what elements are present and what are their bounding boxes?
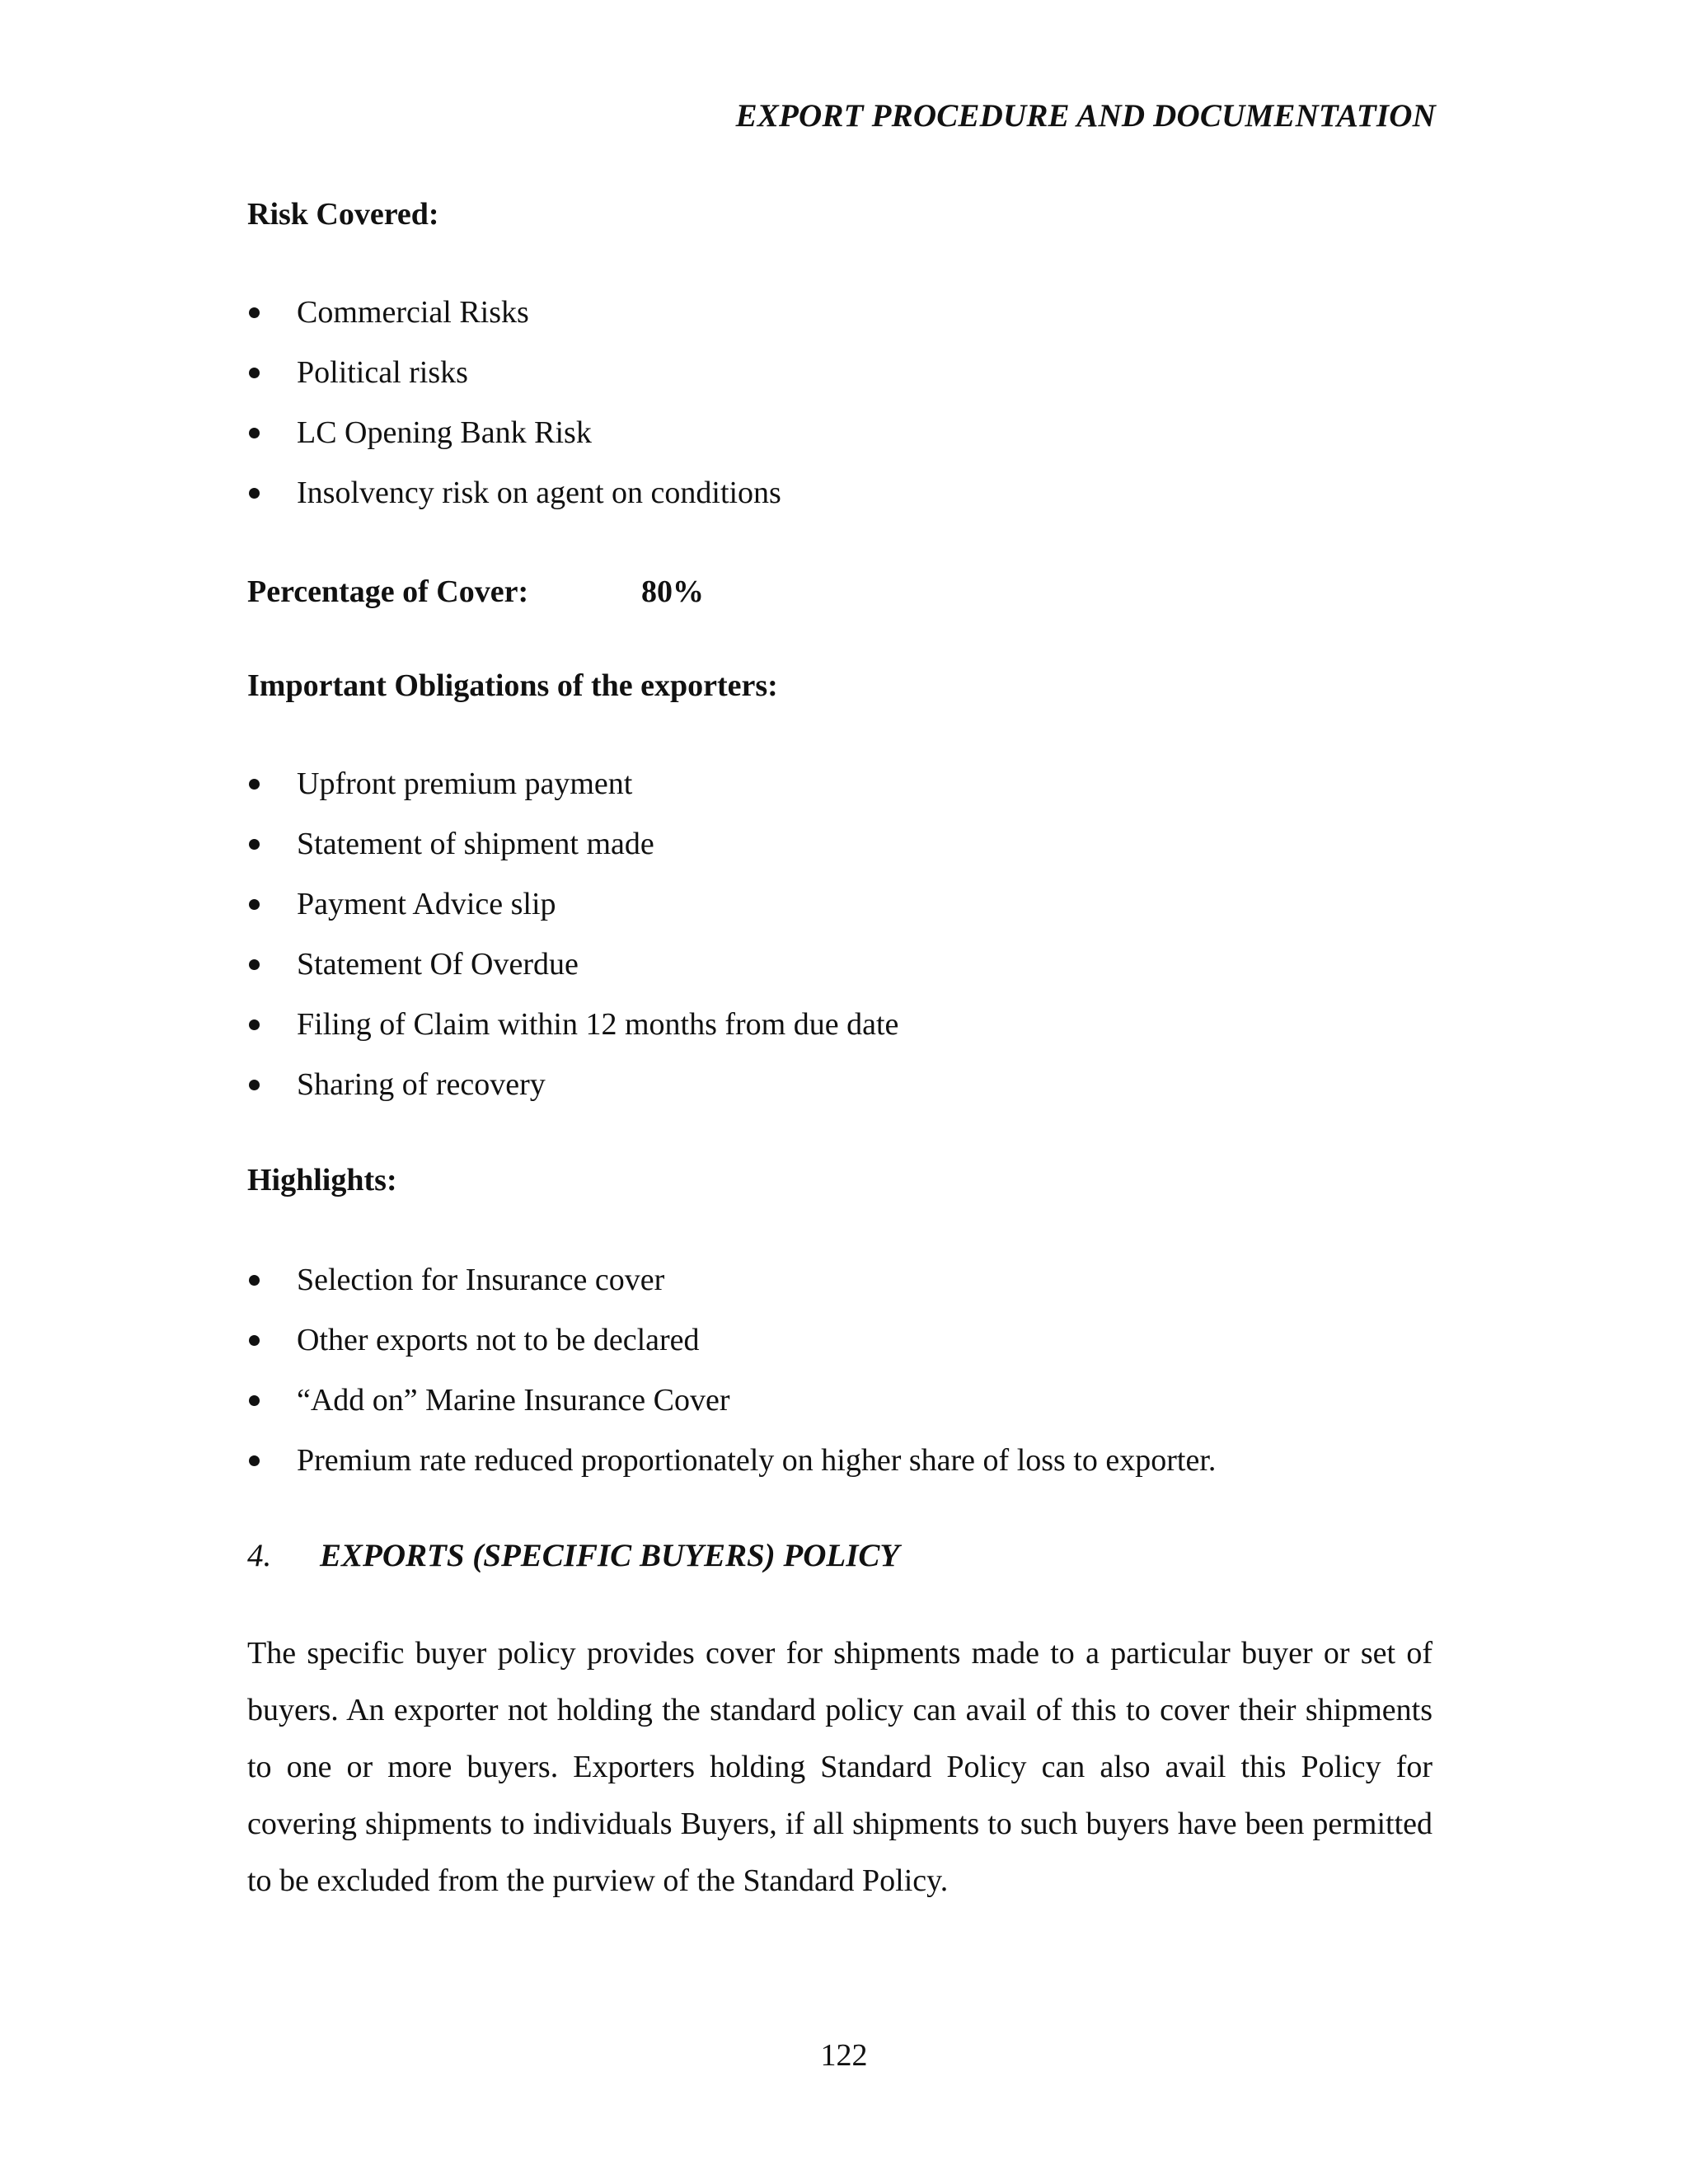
page-number: 122	[820, 2038, 868, 2073]
list-item-text: Insolvency risk on agent on conditions	[297, 476, 781, 510]
list-item-text: Filing of Claim within 12 months from due date	[297, 1007, 899, 1042]
section-body-paragraph: The specific buyer policy provides cover for shipments made to a particular buyer or set of buyers. An exporter not holding the standard policy can avail of this to cover their shipments to one or more buyers. Exporters holding Standard Policy can also avail this Policy for covering shipments to individuals Buyers, if all shipments to such buyers have been permitted to be excluded from the purview of the Standard Policy.	[247, 1636, 1432, 1898]
list-item-text: Selection for Insurance cover	[297, 1263, 665, 1297]
risk-covered-heading: Risk Covered:	[247, 197, 439, 232]
bullet-icon	[249, 1395, 260, 1406]
list-item	[247, 1261, 1216, 1321]
bullet-icon	[249, 1335, 260, 1346]
obligations-heading: Important Obligations of the exporters:	[247, 668, 778, 703]
list-item	[247, 1381, 1216, 1441]
list-item-text: Payment Advice slip	[297, 887, 556, 921]
list-item	[247, 354, 781, 414]
bullet-icon	[249, 1455, 260, 1466]
list-item	[247, 1066, 898, 1126]
bullet-icon	[249, 368, 260, 378]
bullet-icon	[249, 1019, 260, 1030]
list-item	[247, 885, 898, 945]
bullet-icon	[249, 899, 260, 910]
list-item-text: Premium rate reduced proportionately on higher share of loss to exporter.	[297, 1443, 1217, 1478]
list-item-text: Political risks	[297, 355, 468, 390]
cover-value: 80%	[641, 574, 704, 609]
section-title: EXPORTS (SPECIFIC BUYERS) POLICY	[320, 1538, 900, 1573]
bullet-icon	[249, 1275, 260, 1286]
bullet-icon	[249, 1080, 260, 1090]
section-number: 4.	[247, 1538, 272, 1573]
risk-covered-list	[247, 293, 781, 534]
highlights-heading: Highlights:	[247, 1163, 397, 1197]
list-item	[247, 825, 898, 885]
list-item-text: LC Opening Bank Risk	[297, 415, 592, 450]
bullet-icon	[249, 488, 260, 499]
bullet-icon	[249, 959, 260, 970]
list-item-text: Statement Of Overdue	[297, 947, 579, 982]
list-item-text: Upfront premium payment	[297, 766, 633, 801]
list-item	[247, 1441, 1216, 1502]
list-item	[247, 1005, 898, 1066]
bullet-icon	[249, 839, 260, 850]
section-heading	[247, 1537, 899, 1574]
list-item	[247, 765, 898, 825]
list-item-text: Statement of shipment made	[297, 827, 654, 861]
cover-label: Percentage of Cover:	[247, 574, 529, 609]
list-item	[247, 414, 781, 474]
list-item-text: “Add on” Marine Insurance Cover	[297, 1383, 730, 1418]
percentage-of-cover	[247, 574, 704, 610]
list-item-text: Sharing of recovery	[297, 1067, 546, 1102]
running-header: EXPORT PROCEDURE AND DOCUMENTATION	[735, 98, 1436, 134]
list-item	[247, 293, 781, 354]
list-item	[247, 945, 898, 1005]
bullet-icon	[249, 428, 260, 438]
obligations-list	[247, 765, 898, 1126]
bullet-icon	[249, 779, 260, 790]
list-item-text: Commercial Risks	[297, 295, 529, 330]
list-item	[247, 474, 781, 534]
list-item	[247, 1321, 1216, 1381]
bullet-icon	[249, 307, 260, 318]
highlights-list	[247, 1261, 1216, 1502]
list-item-text: Other exports not to be declared	[297, 1323, 700, 1357]
